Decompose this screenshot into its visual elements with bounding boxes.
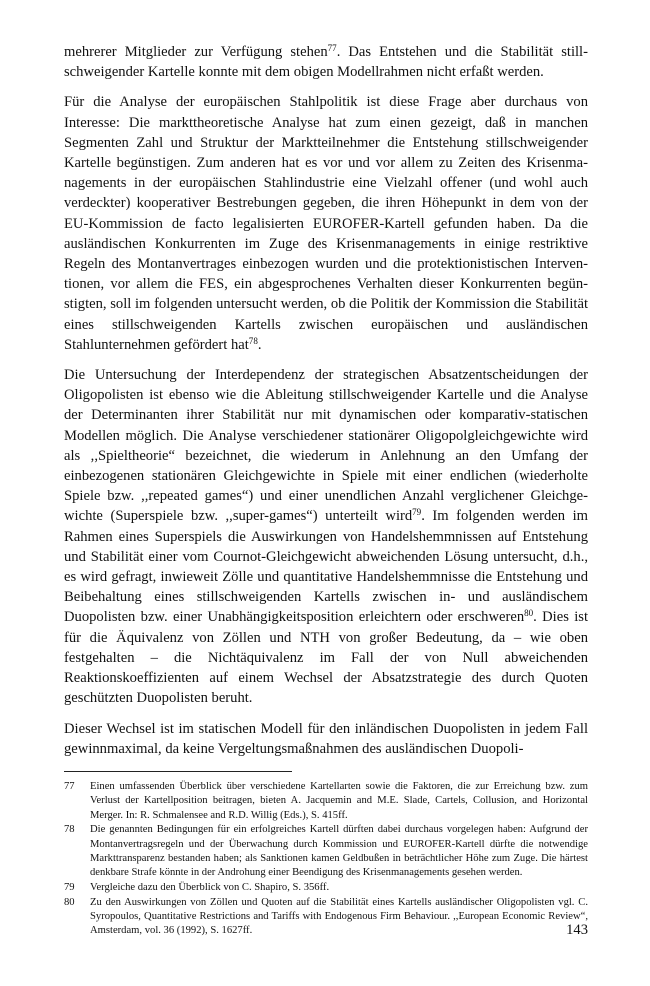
- footnote-separator: [64, 771, 292, 772]
- footnote-number: 80: [64, 896, 75, 908]
- footnote-79: [64, 881, 588, 895]
- footnote-ref-80: 80: [524, 608, 534, 619]
- text-run: mehrerer Mitglieder zur Verfügung stehen: [64, 44, 328, 60]
- paragraph-2: [64, 92, 588, 355]
- paragraph-3: [64, 365, 588, 708]
- footnote-78: [64, 823, 588, 880]
- text-run: Die Untersuchung der Interdependenz der strategischen Absatzentscheidungen der Oligopolisten ist ebenso wie die Ableitung stillschweigender Kartelle und die Analyse der Determinanten ihrer Stabilität nur mit dynamischen oder komparativ-statischen Modellen möglich. Die Analyse verschiedener stationärer Oligopolgleichgewichte wird als ,,Spieltheorie“ bezeichnet, die wiederum in Anlehnung an den Umfang der einbezogenen stationären Gleichgewichte in Spiele mit einer endlichen (wiederholte Spiele bzw. ,,repeated games“) und einer unendlichen Anzahl verglichener Gleichgewichte (Superspiele bzw. ,,super-games“) unterteilt wird: [64, 367, 588, 525]
- footnote-text: Vergleiche dazu den Überblick von C. Shapiro, S. 356ff.: [90, 881, 330, 893]
- footnote-ref-79: 79: [412, 507, 422, 518]
- footnote-number: 79: [64, 881, 75, 893]
- page-body: [64, 42, 588, 939]
- footnote-text: Zu den Auswirkungen von Zöllen und Quoten auf die Stabilität eines Kartells ausländischer Oligopolisten vgl. C. Syropoulos, Quantitative Restrictions and Tariffs with Endogenous Firm Behaviour. ,,European Economic Review“, Amsterdam, vol. 36 (1992), S. 1627ff.: [90, 896, 588, 937]
- text-run: . Im folgenden werden im Rahmen eines Superspiels die Auswirkungen von Handelshemmnissen auf Entstehung und Stabilität einer vom Cournot-Gleichgewicht abweichenden Lösung untersucht, d.h., es wird gefragt, inwieweit Zölle und quantitative Handelshemmnisse die Entstehung und Beibehaltung eines stillschweigenden Kartells zwischen in- und ausländischem Duopolisten bzw. einer Unabhängigkeitsposition erleichtern oder erschweren: [64, 508, 588, 626]
- page-number: 143: [566, 922, 588, 938]
- text-run: .: [257, 336, 262, 353]
- text-run: . Dies ist für die Äquivalenz von Zöllen und NTH von großer Bedeutung, da – wie oben festgehalten – die Nichtäquivalenz im Fall der von Null abweichenden Reaktionskoeffizienten auf einem Wechsel der Absatzstrategie des durch Quoten geschützten Duopolisten beruht.: [64, 609, 588, 707]
- footnote-ref-78: 78: [248, 335, 258, 346]
- footnote-77: [64, 780, 588, 823]
- text-run: Dieser Wechsel ist im statischen Modell für den inländischen Duopolisten in jedem Fall gewinnmaximal, da keine Vergeltungsmaßnahmen des ausländischen Duopoli-: [64, 720, 588, 757]
- footnote-number: 77: [64, 780, 75, 792]
- text-run: Für die Analyse der europäischen Stahlpolitik ist diese Frage aber durchaus von Interesse: Die markttheoretische Analyse hat zum einen gezeigt, daß in manchen Segmenten Zahl und Struktur der Marktteilnehmer die Entstehung stillschweigender Kartelle begünstigen. Zum anderen hat es vor und vor allem zu Zeiten des Krisenmanagements in der europäischen Stahlindustrie eine Vielzahl offener (und wohl auch verdeckter) kooperativer Bestrebungen gegeben, die ihren Höhepunkt in dem von der EU-Kommission de facto legalisierten EUROFER-Kartell gefunden haben. Da die ausländischen Konkurrenten im Zuge des Krisenmanagements in einige restriktive Regeln des Montanvertrages einbezogen wurden und die protektionistischen Interventionen, vor allem die FES, ein abgesprochenes Verhalten dieser Konkurrenten begünstigten, soll im folgenden untersucht werden, ob die Politik der Kommission die Stabilität eines stillschweigenden Kartells zwischen europäischen und ausländischen Stahlunternehmen gefördert hat: [64, 94, 588, 353]
- footnote-text: Die genannten Bedingungen für ein erfolgreiches Kartell dürften dabei durchaus vorgelegen haben: Aufgrund der Montanvertragsregeln und der Überwachung durch Kommission und EUROFER-Kartell dürfte die notwendige Markttransparenz bestanden haben; als Sanktionen kamen Geldbußen in beträchtlicher Höhe zum Zuge. Die härtest denkbare Strafe könnte in der Androhung einer Beendigung des Krisenmanagements gesehen werden.: [90, 824, 588, 879]
- footnote-text: Einen umfassenden Überblick über verschiedene Kartellarten sowie die Faktoren, die zur Erreichung bzw. zum Verlust der Kartellposition beitragen, bieten A. Jacquemin and M.E. Slade, Cartels, Collusion, and Horizontal Merger. In: R. Schmalensee and R.D. Willig (Eds.), S. 415ff.: [90, 780, 588, 821]
- text-run: . Das Entstehen und die Stabilität stillschweigender Kartelle konnte mit dem obigen Modellrahmen nicht erfaßt werden.: [64, 44, 588, 81]
- footnote-ref-77: 77: [327, 43, 337, 54]
- paragraph-4: [64, 719, 588, 759]
- paragraph-1: [64, 42, 588, 82]
- footnote-number: 78: [64, 824, 75, 836]
- footnote-80: [64, 896, 588, 939]
